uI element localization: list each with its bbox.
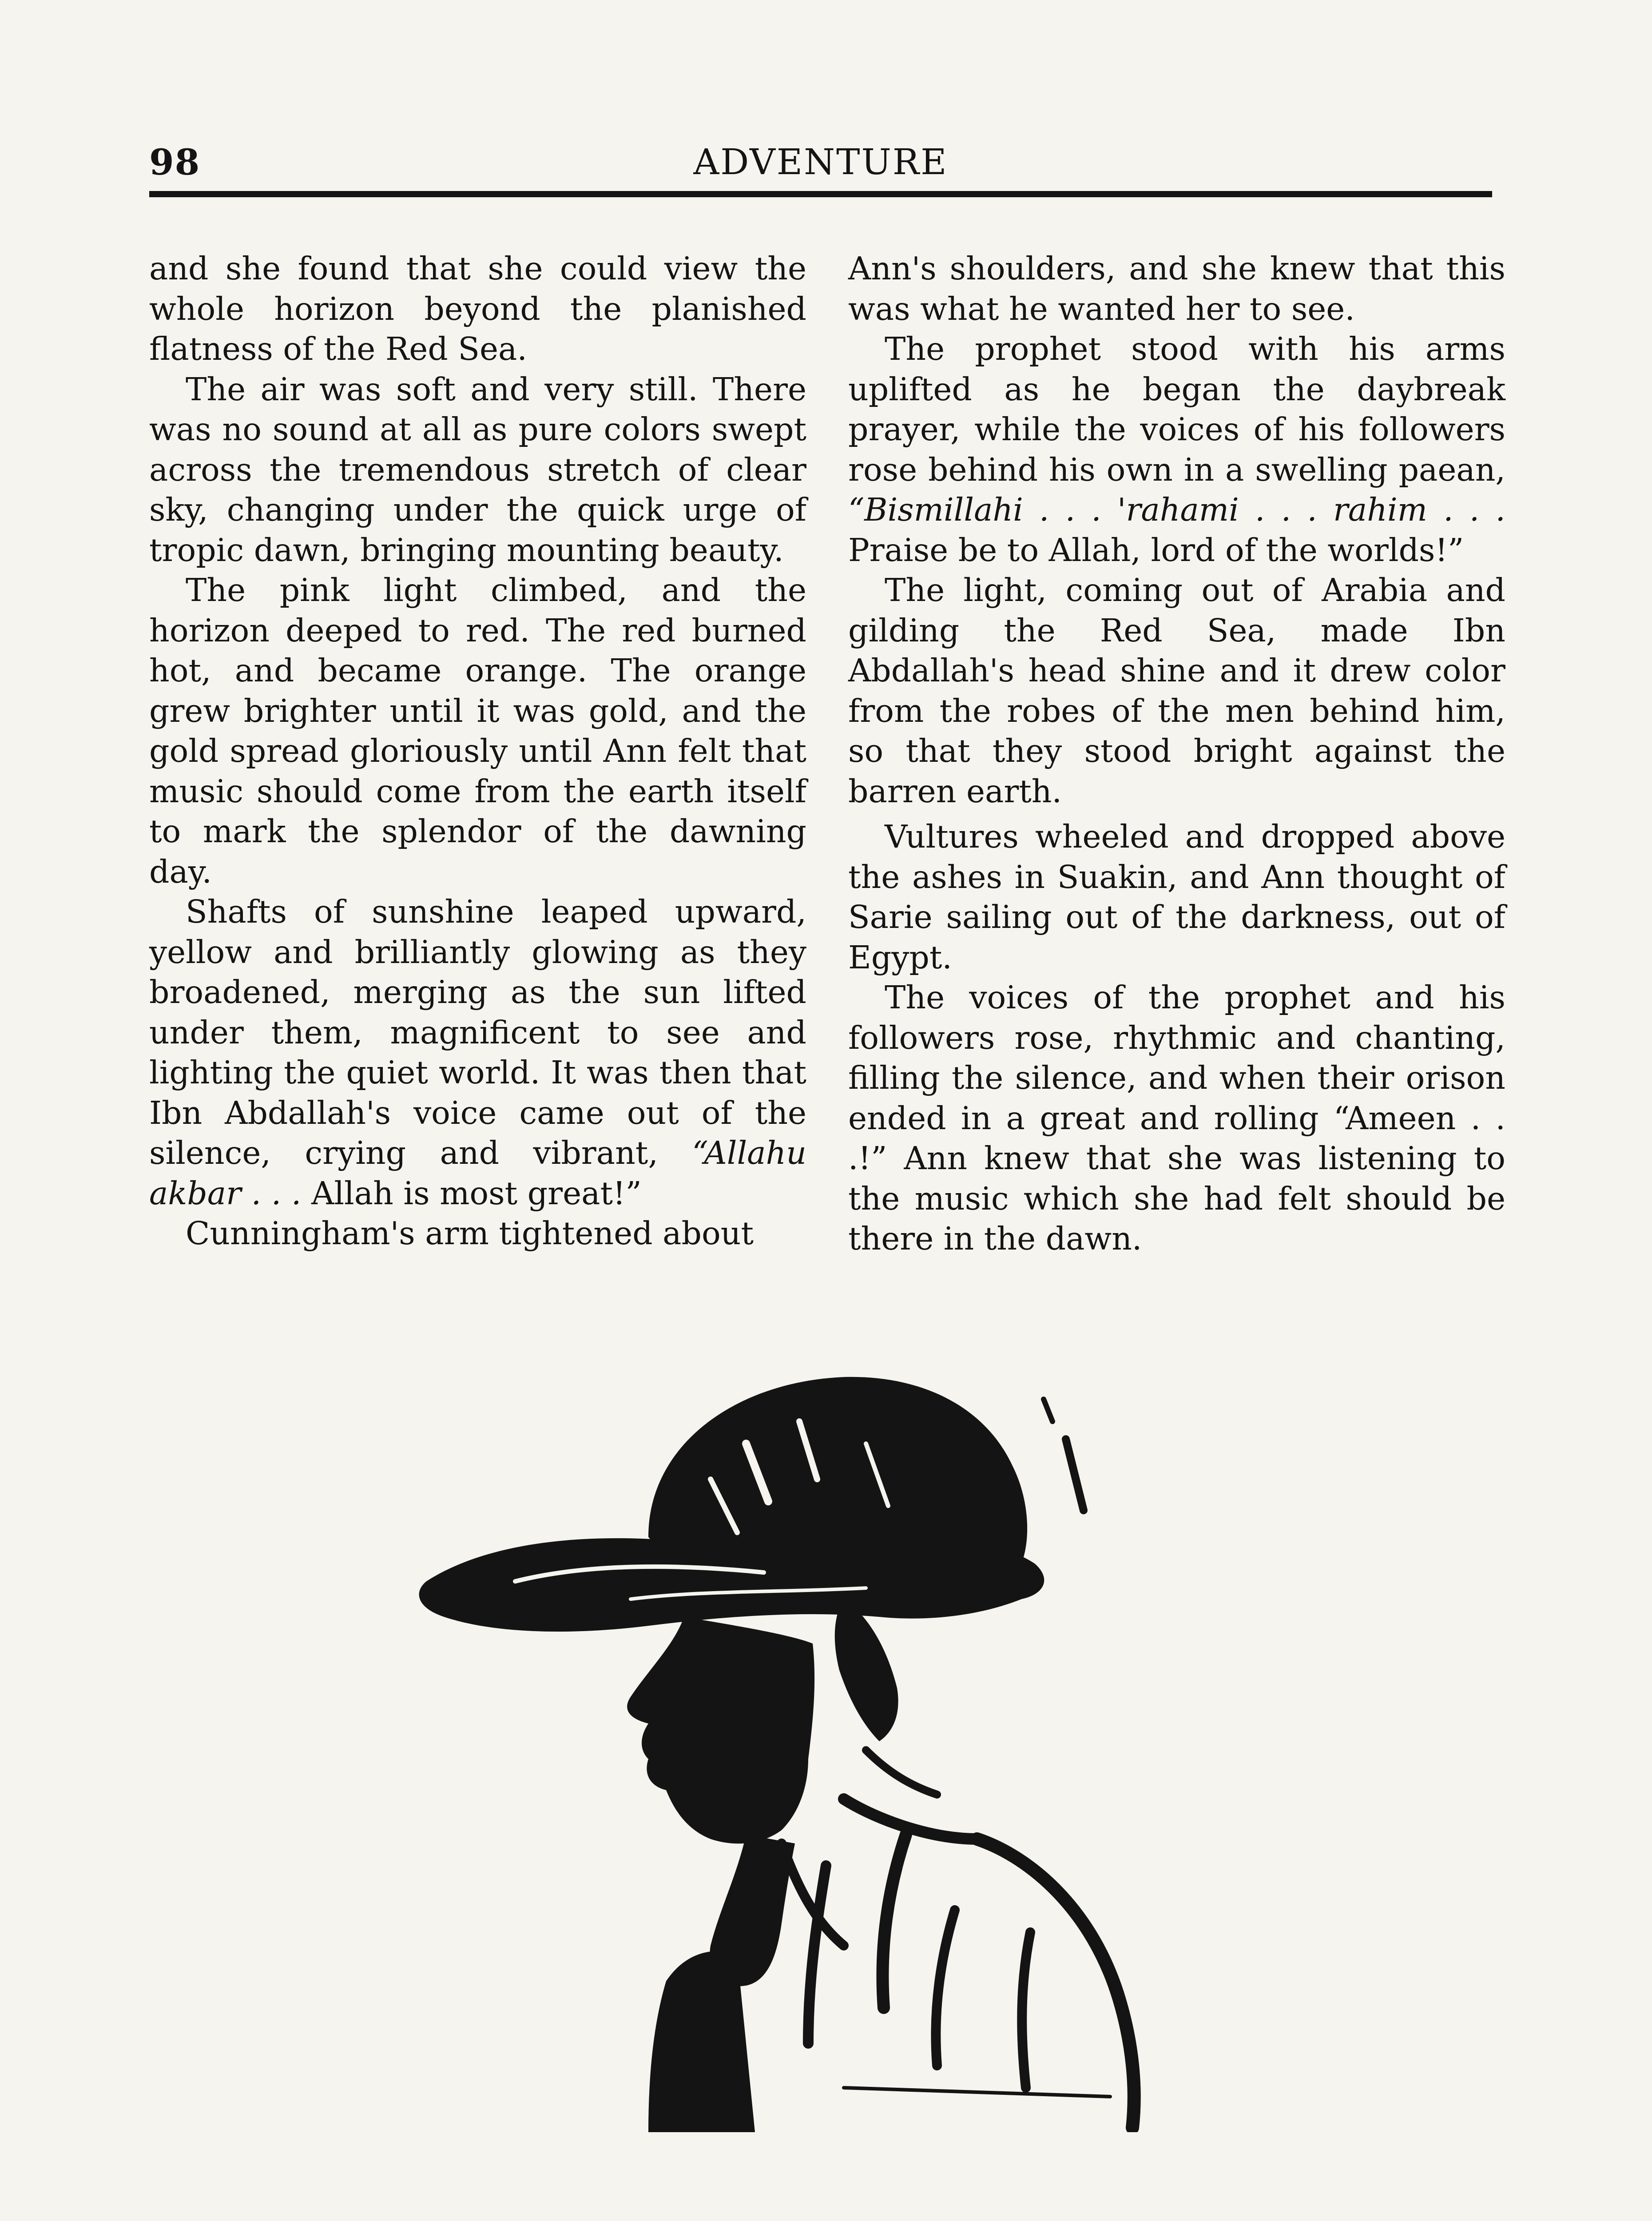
running-head: ADVENTURE (693, 141, 948, 183)
paragraph: The voices of the prophet and his followers rose, rhythmic and chanting, filling the silence, and when their orison ended in a great and rolling “Ameen . . .!” Ann knew that she was listening to the music which she had felt should be there in the dawn. (848, 979, 1505, 1257)
right-column (848, 249, 1505, 1259)
italic-text: “Bismillahi . . . 'rahami . . . rahim . . . (848, 491, 1505, 528)
paragraph-text: Shafts of sunshine leaped upward, yellow and brilliantly glowing as they broadened, merging as the sun lifted under them, magnificent to see and lighting the quiet world. It was then that Ibn Abdallah's voice came out of the silence, crying and vibrant, (149, 893, 806, 1171)
page-number: 98 (149, 141, 201, 183)
paragraph: The air was soft and very still. There was no sound at all as pure colors swept across the tremendous stretch of clear sky, changing under the quick urge of tropic dawn, bringing mounting beauty. (149, 370, 806, 569)
pith-helmet-man-illustration (400, 1333, 1252, 2132)
paragraph: The light, coming out of Arabia and gilding the Red Sea, made Ibn Abdallah's head shine and it drew color from the robes of the men behind him, so that they stood bright against the barren earth. (848, 572, 1505, 810)
page-header (149, 133, 1492, 187)
paragraph: Cunningham's arm tightened about (186, 1215, 754, 1252)
paragraph-text: Allah is most great!” (301, 1174, 642, 1212)
paragraph: and she found that she could view the whole horizon beyond the planished flatness of the Red Sea. (149, 250, 806, 367)
paragraph (848, 329, 1505, 570)
header-rule (149, 191, 1492, 197)
paragraph-text: Praise be to Allah, lord of the worlds!” (848, 531, 1464, 569)
paragraph: The pink light climbed, and the horizon deeped to red. The red burned hot, and became orange. The orange grew brighter until it was gold, and the gold spread gloriously until Ann felt that music should come from the earth itself to mark the splendor of the dawning day. (149, 572, 806, 890)
paragraph (149, 892, 806, 1214)
paragraph: Ann's shoulders, and she knew that this was what he wanted her to see. (848, 250, 1505, 327)
paragraph: Vultures wheeled and dropped above the ashes in Suakin, and Ann thought of Sarie sailing out of the darkness, out of Egypt. (848, 818, 1505, 976)
italic-text: “Allahu akbar . . . (149, 1134, 806, 1212)
left-column (149, 249, 806, 1254)
paragraph-text: The prophet stood with his arms uplifted as he began the daybreak prayer, while the voices of his followers rose behind his own in a swelling paean, (848, 330, 1505, 488)
